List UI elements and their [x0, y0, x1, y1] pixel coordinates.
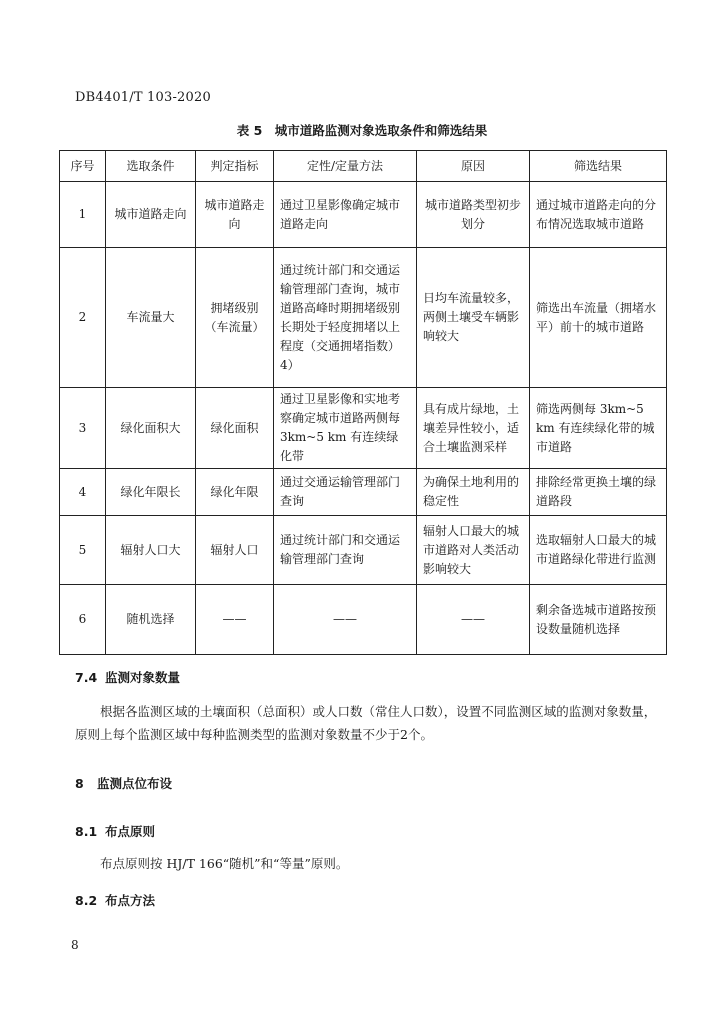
table-cell: 3: [60, 388, 106, 469]
table-cell: 绿化年限: [196, 469, 274, 516]
table-cell: 绿化年限长: [106, 469, 196, 516]
table-cell: 通过统计部门和交通运输管理部门查询，城市道路高峰时期拥堵级别长期处于轻度拥堵以上程度（交通拥堵指数）4）: [274, 248, 417, 388]
section-heading-8-1: [75, 822, 155, 840]
table-row: [60, 516, 667, 585]
table-cell: 随机选择: [106, 585, 196, 655]
table-caption: 表 5 城市道路监测对象选取条件和筛选结果: [236, 123, 488, 138]
column-header: 判定指标: [196, 151, 274, 182]
table-cell: 筛选出车流量（拥堵水平）前十的城市道路: [530, 248, 667, 388]
section-title: 布点原则: [105, 824, 156, 839]
table-row: [60, 585, 667, 655]
table-cell: 筛选两侧每 3km~5 km 有连续绿化带的城市道路: [530, 388, 667, 469]
paragraph-7-4: 根据各监测区域的土壤面积（总面积）或人口数（常住人口数），设置不同监测区域的监测对象数量，原则上每个监测区域中每种监测类型的监测对象数量不少于2个。: [75, 704, 657, 742]
table-cell: ——: [417, 585, 530, 655]
paragraph-8-1: 布点原则按 HJ/T 166“随机”和“等量”原则。: [100, 856, 349, 871]
table-cell: 通过卫星影像确定城市道路走向: [274, 182, 417, 248]
table-cell: 通过城市道路走向的分布情况选取城市道路: [530, 182, 667, 248]
section-number: 8.2: [75, 893, 98, 908]
table-cell: 通过统计部门和交通运输管理部门查询: [274, 516, 417, 585]
table-cell: 为确保土地利用的稳定性: [417, 469, 530, 516]
table-cell: 通过卫星影像和实地考察确定城市道路两侧每3km~5 km 有连续绿化带: [274, 388, 417, 469]
section-number: 7.4: [75, 670, 98, 685]
table-row: [60, 248, 667, 388]
table-cell: 日均车流量较多，两侧土壤受车辆影响较大: [417, 248, 530, 388]
table-cell: 城市道路走向: [196, 182, 274, 248]
section-heading-8: [75, 774, 172, 792]
table-cell: 城市道路类型初步划分: [417, 182, 530, 248]
section-title: 监测对象数量: [105, 670, 181, 685]
table-cell: 车流量大: [106, 248, 196, 388]
table-row: [60, 388, 667, 469]
page-number: 8: [71, 938, 79, 952]
table-cell: 5: [60, 516, 106, 585]
table-cell: 绿化面积大: [106, 388, 196, 469]
table-cell: ——: [196, 585, 274, 655]
section-title: 布点方法: [105, 893, 156, 908]
column-header: 筛选结果: [530, 151, 667, 182]
table-cell: 排除经常更换土壤的绿道路段: [530, 469, 667, 516]
table-cell: 4: [60, 469, 106, 516]
table-cell: 通过交通运输管理部门查询: [274, 469, 417, 516]
column-header: 序号: [60, 151, 106, 182]
table-cell: 6: [60, 585, 106, 655]
column-header: 原因: [417, 151, 530, 182]
section-number: 8.1: [75, 824, 98, 839]
table-cell: 辐射人口大: [106, 516, 196, 585]
table-cell: 选取辐射人口最大的城市道路绿化带进行监测: [530, 516, 667, 585]
section-number: 8: [75, 776, 84, 791]
table-header-row: [60, 151, 667, 182]
section-heading-8-2: [75, 891, 155, 909]
section-heading-7-4: [75, 668, 180, 686]
table-cell: 剩余备选城市道路按预设数量随机选择: [530, 585, 667, 655]
table-row: [60, 469, 667, 516]
table-cell: 城市道路走向: [106, 182, 196, 248]
selection-criteria-table: [59, 150, 667, 655]
table-cell: 拥堵级别（车流量）: [196, 248, 274, 388]
table-cell: 辐射人口: [196, 516, 274, 585]
column-header: 选取条件: [106, 151, 196, 182]
table-cell: 具有成片绿地，土壤差异性较小，适合土壤监测采样: [417, 388, 530, 469]
table-cell: ——: [274, 585, 417, 655]
document-id: DB4401/T 103-2020: [75, 90, 211, 105]
table-row: [60, 182, 667, 248]
column-header: 定性/定量方法: [274, 151, 417, 182]
table-cell: 2: [60, 248, 106, 388]
section-title: 监测点位布设: [97, 776, 173, 791]
table-cell: 辐射人口最大的城市道路对人类活动影响较大: [417, 516, 530, 585]
table-cell: 绿化面积: [196, 388, 274, 469]
table-cell: 1: [60, 182, 106, 248]
